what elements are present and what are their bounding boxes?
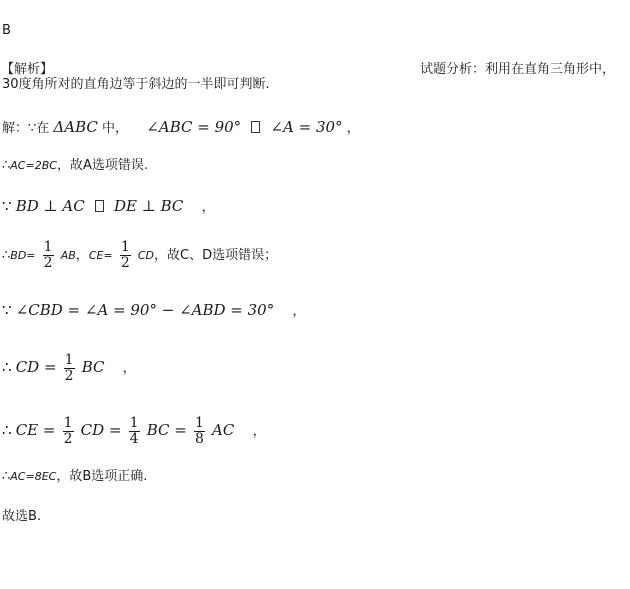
option-b-correct: ，故B选项正确.	[56, 469, 148, 484]
triangle-name: ΔABC	[53, 118, 98, 136]
solution-line-3	[2, 198, 215, 216]
solution-line-1	[2, 119, 360, 137]
cd-label: CD	[137, 249, 155, 262]
solution-line-5	[2, 302, 306, 320]
de-perp-bc: DE ⊥ BC	[113, 197, 184, 215]
answer-label: B	[2, 23, 11, 38]
because-symbol: ∵	[2, 197, 12, 215]
solution-in: 中，	[102, 121, 129, 136]
solution-comma: ，	[292, 304, 306, 319]
therefore-symbol: ∴	[2, 469, 11, 484]
therefore-symbol: ∴	[2, 358, 12, 376]
ab-label: AB	[60, 249, 76, 262]
bc-label: BC	[81, 358, 105, 376]
therefore-symbol: ∴	[2, 158, 11, 173]
solution-comma: ，	[201, 200, 215, 215]
ce-eq: CE=	[88, 249, 113, 262]
bd-eq: BD=	[10, 249, 36, 262]
option-a-wrong: ，故A选项错误.	[56, 158, 148, 173]
solution-line-8	[2, 469, 147, 485]
ac-label: AC	[212, 421, 235, 439]
ac-eq-8ec: AC=8EC	[10, 470, 57, 483]
fraction-half: $\frac{1}{2}$	[120, 239, 130, 271]
solution-line-4	[2, 240, 277, 271]
solution-intro: 解：∵在	[2, 121, 50, 136]
conclusion: 故选B.	[2, 509, 42, 524]
missing-glyph-box	[251, 121, 260, 133]
solution-comma: ，	[346, 121, 360, 136]
angle-a: ∠A = 30°	[270, 118, 343, 136]
solution-line-7	[2, 416, 266, 447]
fraction-quarter: $\frac{1}{4}$	[129, 415, 139, 447]
angle-abc: ∠ABC = 90°	[146, 118, 242, 136]
solution-sep: ，	[75, 248, 89, 263]
cd-eq: CD =	[15, 358, 57, 376]
fraction-half: $\frac{1}{2}$	[64, 352, 74, 384]
bc-eq: BC =	[146, 421, 187, 439]
ac-eq-2bc: AC=2BC	[10, 159, 57, 172]
therefore-symbol: ∴	[2, 248, 11, 263]
fraction-eighth: $\frac{1}{8}$	[194, 415, 204, 447]
solution-line-6	[2, 353, 136, 384]
bd-perp-ac: BD ⊥ AC	[15, 197, 85, 215]
options-cd-wrong: ，故C、D选项错误；	[154, 248, 278, 263]
because-symbol: ∵	[2, 301, 12, 319]
therefore-symbol: ∴	[2, 421, 12, 439]
ce-eq: CE =	[15, 421, 56, 439]
analysis-hint-right: 试题分析：利用在直角三角形中，	[420, 62, 616, 77]
analysis-hint-line2: 30度角所对的直角边等于斜边的一半即可判断.	[2, 77, 270, 92]
fraction-half: $\frac{1}{2}$	[63, 415, 73, 447]
angle-cbd-equation: ∠CBD = ∠A = 90° − ∠ABD = 30°	[15, 301, 275, 319]
missing-glyph-box	[95, 200, 104, 212]
solution-comma: ，	[252, 424, 266, 439]
cd-eq: CD =	[80, 421, 122, 439]
solution-line-2	[2, 158, 148, 174]
fraction-half: $\frac{1}{2}$	[43, 239, 53, 271]
analysis-heading: 【解析】	[1, 62, 54, 77]
solution-comma: ，	[122, 361, 136, 376]
